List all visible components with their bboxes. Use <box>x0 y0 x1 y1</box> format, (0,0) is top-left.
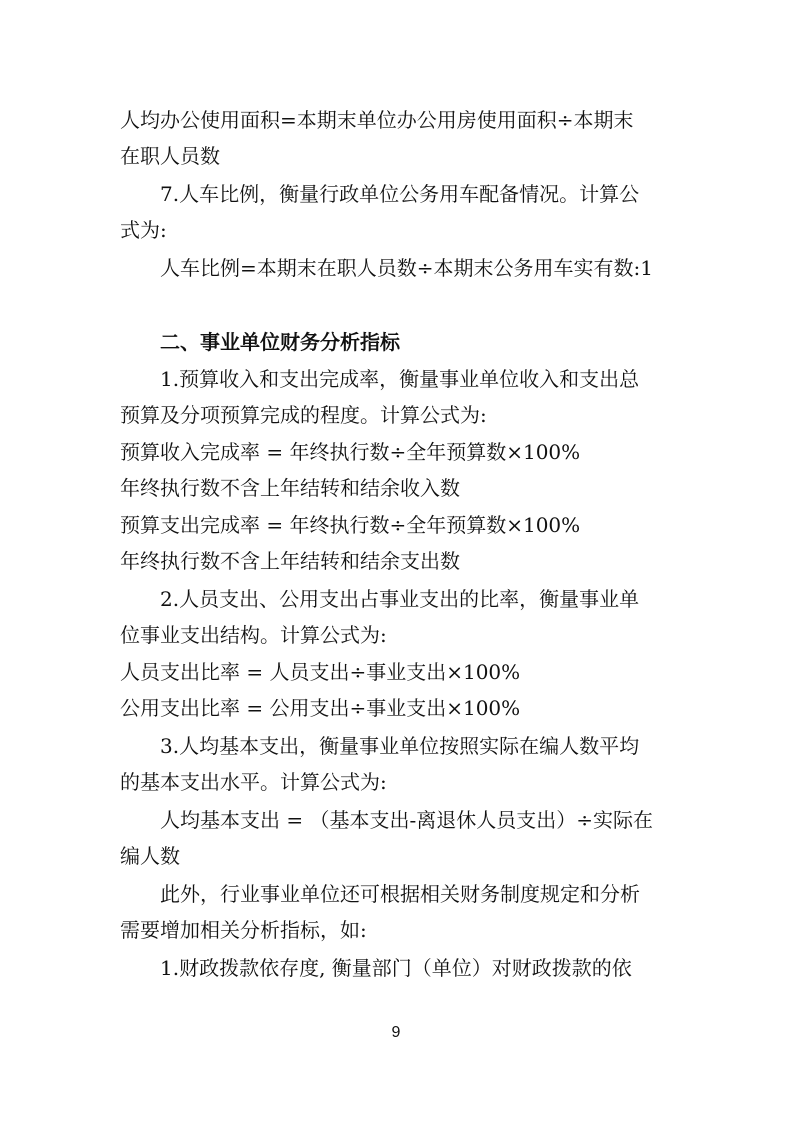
text-line-17: 3.人均基本支出，衡量事业单位按照实际在编人数平均 <box>160 734 640 758</box>
text-line-2: 在职人员数 <box>120 144 220 168</box>
text-line-14: 位事业支出结构。计算公式为: <box>120 623 387 647</box>
text-line-7: 1.预算收入和支出完成率，衡量事业单位收入和支出总 <box>160 367 640 391</box>
text-line-20: 编人数 <box>120 844 180 868</box>
text-line-4: 式为: <box>120 218 167 242</box>
text-line-18: 的基本支出水平。计算公式为: <box>120 770 387 794</box>
text-line-5: 人车比例=本期末在职人员数÷本期末公务用车实有数:1 <box>160 256 653 280</box>
text-line-22: 需要增加相关分析指标，如: <box>120 918 367 942</box>
formula-personnel-ratio: 人员支出比率 = 人员支出÷事业支出×100% <box>120 660 521 684</box>
text-line-21: 此外，行业事业单位还可根据相关财务制度规定和分析 <box>160 882 640 906</box>
text-line-8: 预算及分项预算完成的程度。计算公式为: <box>120 403 487 427</box>
text-line-3: 7.人车比例，衡量行政单位公务用车配备情况。计算公 <box>160 182 640 206</box>
text-line-1: 人均办公使用面积=本期末单位办公用房使用面积÷本期末 <box>120 108 634 132</box>
formula-public-ratio: 公用支出比率 = 公用支出÷事业支出×100% <box>120 696 521 720</box>
formula-budget-income: 预算收入完成率 = 年终执行数÷全年预算数×100% <box>120 440 581 464</box>
text-line-12: 年终执行数不含上年结转和结余支出数 <box>120 549 460 573</box>
text-line-10: 年终执行数不含上年结转和结余收入数 <box>120 476 460 500</box>
formula-budget-expense: 预算支出完成率 = 年终执行数÷全年预算数×100% <box>120 513 581 537</box>
section-heading: 二、事业单位财务分析指标 <box>160 330 400 354</box>
page-number: 9 <box>391 1024 401 1041</box>
text-line-23: 1.财政拨款依存度, 衡量部门（单位）对财政拨款的依 <box>160 956 632 980</box>
text-line-13: 2.人员支出、公用支出占事业支出的比率，衡量事业单 <box>160 587 640 611</box>
formula-per-capita-basic: 人均基本支出 = （基本支出-离退休人员支出）÷实际在 <box>160 808 653 832</box>
